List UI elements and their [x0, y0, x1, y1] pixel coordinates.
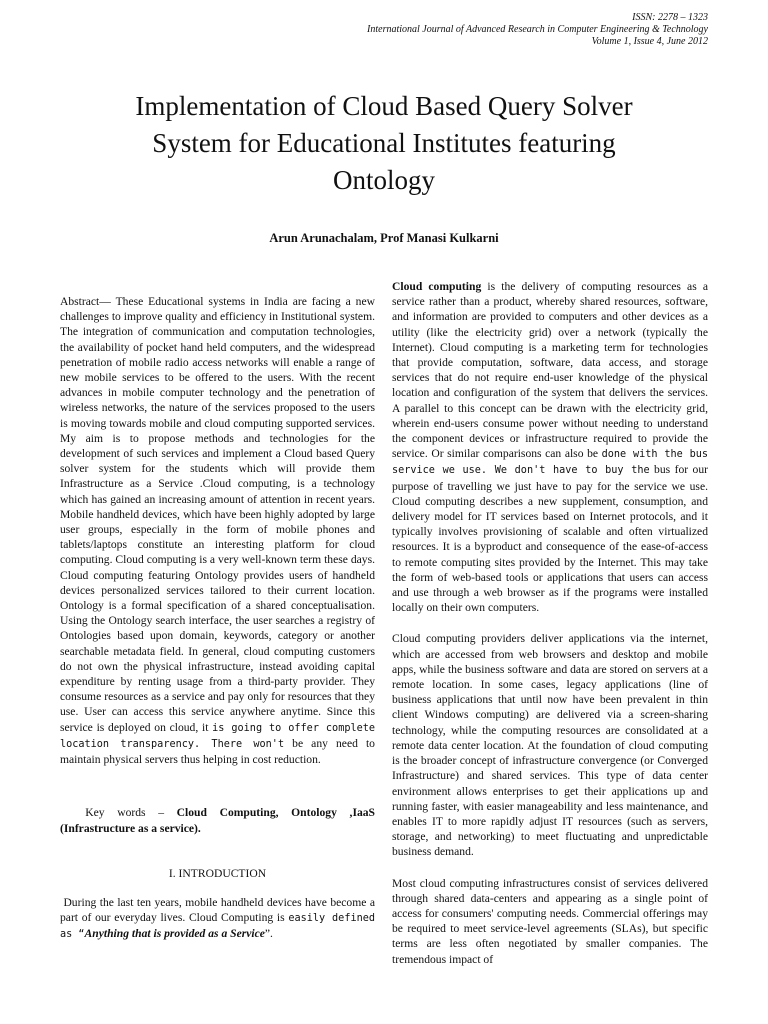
infrastructure-paragraph: Most cloud computing infrastructures consist of services delivered through shared data-centers and appearing as a single point of access for consumers' computing needs. Commercial offerings may be required to meet service-level agreements (SLAs), but specific terms are less often negotiated by smaller companies. The tremendous impact of	[392, 876, 708, 966]
keywords-label: Key words –	[85, 806, 177, 820]
volume-info: Volume 1, Issue 4, June 2012	[591, 36, 708, 47]
journal-name: International Journal of Advanced Research in Computer Engineering & Technology	[367, 24, 708, 35]
intro-text-end: ”.	[264, 927, 273, 941]
section-heading-introduction: I. INTRODUCTION	[168, 866, 267, 880]
cloud-computing-term: Cloud computing	[392, 280, 482, 293]
authors: Arun Arunachalam, Prof Manasi Kulkarni	[269, 231, 499, 245]
intro-text-mono: easily defined as “	[60, 913, 375, 941]
journal-header	[367, 12, 708, 48]
providers-paragraph: Cloud computing providers deliver applications via the internet, which are accessed from web browsers and desktop and mobile apps, while the business software and data are stored on servers at a remote location. In some cases, legacy applications (line of business applications that until now have been prevalent in thin client Windows computing) are delivered via a screen-sharing technology, while the computing resources are consolidated at a remote data center location. At the foundation of cloud computing is the broader concept of infrastructure convergence (or Converged Infrastructure) and shared services. This type of data center environment allows enterprises to get their applications up and running faster, with easier manageability and less maintenance, and enables IT to more rapidly adjust IT resources (such as servers, storage, and networking) to meet fluctuating and unpredictable business demand.	[392, 632, 708, 859]
left-column	[60, 294, 375, 943]
abstract-label: Abstract	[60, 295, 100, 308]
title-line-3: Ontology	[332, 165, 435, 195]
title-line-1: Implementation of Cloud Based Query Solver	[135, 91, 633, 121]
intro-paragraph	[60, 895, 375, 943]
abstract-dash: —	[99, 295, 111, 308]
abstract-text-end: be any need to maintain physical servers thus helping in cost reduction.	[60, 736, 375, 767]
issn: ISSN: 2278 – 1323	[632, 12, 708, 23]
intro-text: During the last ten years, mobile handheld devices have become a part of our everyday lives. Cloud Computing is	[60, 895, 375, 925]
keywords-text: Cloud Computing, Ontology ,IaaS (Infrastructure as a service).	[60, 806, 375, 835]
right-column	[392, 279, 708, 967]
cloud-definition-paragraph	[392, 279, 708, 615]
intro-emphasis: Anything that is provided as a Service	[84, 927, 265, 941]
abstract	[60, 294, 375, 767]
title-line-2: System for Educational Institutes featuring	[152, 128, 616, 158]
p1-text-mono: done with the bus service we use. We don't have to buy the	[392, 449, 708, 477]
p1-text: is the delivery of computing resources as a service rather than a product, whereby shared resources, software, and information are provided to computers and other devices as a utility (like the electricity grid) over a network (typically the Internet). Cloud computing is a marketing term for technologies that provide computation, software, data access, and storage services that do not require end-user knowledge of the physical location and configuration of the system that delivers the services. A parallel to this concept can be drawn with the electricity grid, wherein end-users consume power without needing to understand the component devices or infrastructure required to provide the service. Or similar comparisons can also be	[392, 280, 708, 461]
paper-title	[40, 88, 728, 199]
abstract-text: These Educational systems in India are facing a new challenges to improve quality and efficiency in Institutional system. The integration of communication and computation technologies, the availability of pocket hand held computers, and the widespread penetration of mobile radio access networks will enable a range of new mobile services to be offered to the users. With the recent advances in mobile computer technology and the penetration of wireless networks, the nature of the services proposed to the users is moving towards mobile and cloud computing supported services. My aim is to propose methods and technologies for the development of such services and implement a Cloud based Query solver system for the students which will provide them Infrastructure as a Service .Cloud computing, is a technology which has gained an increasing amount of attention in recent years. Mobile handheld devices, which have been highly adopted by large user groups, especially in the form of mobile phones and tablets/laptops constitute an interesting platform for cloud computing. Cloud computing is a very well-known term these days. Cloud computing featuring Ontology provides users of handheld devices personalized services tailored to their current location. Ontology is a formal specification of a shared conceptualisation. Using the Ontology search interface, the user searches a registry of Ontologies based upon domain, keywords, category or another searchable metadata field. In general, cloud computing customers do not own the physical infrastructure, instead avoiding capital expenditure by renting usage from a third-party provider. They consume resources as a service and pay only for resources that they use. User can access this service anywhere anytime. Since this service is deployed on cloud, it	[60, 295, 375, 734]
abstract-text-mono: is going to offer complete location transparency. There won't	[60, 722, 375, 750]
p1-text-end: bus for our purpose of travelling we just have to pay for the service we use. Cloud computing describes a new supplement, consumption, and delivery model for IT services based on Internet protocols, and it typically involves provisioning of scalable and often virtualized resources. It is a byproduct and consequence of the ease-of-access to remote computing sites provided by the Internet. This may take the form of web-based tools or applications that users can access and use through a web browser as if the programs were installed locally on their own computers.	[392, 463, 708, 615]
keywords	[60, 805, 375, 835]
